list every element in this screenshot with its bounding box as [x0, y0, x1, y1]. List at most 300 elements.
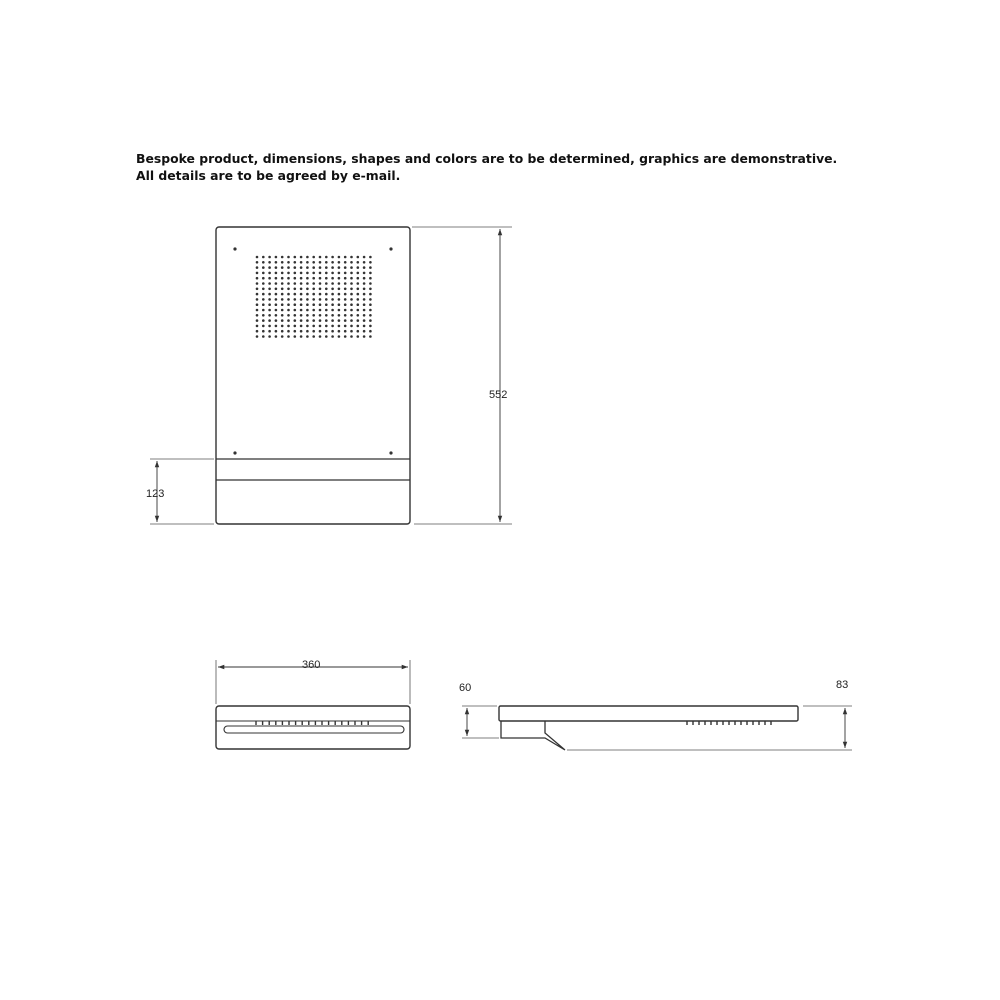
dimension-lower-height-label: 123	[146, 488, 165, 500]
perforation-hole	[312, 266, 315, 269]
perforation-hole	[306, 266, 309, 269]
perforation-hole	[281, 309, 284, 312]
perforation-hole	[287, 266, 290, 269]
perforation-hole	[369, 256, 372, 259]
perforation-hole	[294, 309, 297, 312]
perforation-hole	[300, 309, 303, 312]
perforation-hole	[275, 298, 278, 301]
perforation-hole	[325, 330, 328, 333]
perforation-hole	[294, 288, 297, 291]
perforation-hole	[281, 288, 284, 291]
perforation-hole	[357, 325, 360, 328]
front-view	[216, 227, 410, 524]
perforation-hole	[256, 272, 259, 275]
perforation-hole	[256, 261, 259, 264]
perforation-hole	[312, 309, 315, 312]
perforation-hole	[281, 277, 284, 280]
perforation-hole	[344, 298, 347, 301]
perforation-hole	[331, 261, 334, 264]
perforation-hole	[363, 293, 366, 296]
perforation-hole	[312, 282, 315, 285]
perforation-hole	[262, 319, 265, 322]
perforation-hole	[338, 266, 341, 269]
perforation-hole	[357, 261, 360, 264]
perforation-hole	[268, 303, 271, 306]
perforation-hole	[300, 314, 303, 317]
perforation-hole	[300, 256, 303, 259]
perforation-hole	[256, 303, 259, 306]
screw-bottom-left	[233, 451, 236, 454]
perforation-hole	[369, 277, 372, 280]
perforation-hole	[294, 277, 297, 280]
perforation-hole	[262, 288, 265, 291]
perforation-hole	[325, 277, 328, 280]
perforation-hole	[275, 266, 278, 269]
perforation-hole	[369, 261, 372, 264]
perforation-hole	[312, 293, 315, 296]
perforation-hole	[281, 282, 284, 285]
perforation-hole	[262, 325, 265, 328]
perforation-hole	[331, 335, 334, 338]
perforation-hole	[344, 314, 347, 317]
side-shelf	[501, 721, 565, 750]
perforation-hole	[369, 303, 372, 306]
perforation-hole	[262, 282, 265, 285]
perforation-hole	[325, 261, 328, 264]
perforation-hole	[256, 256, 259, 259]
perforation-hole	[275, 303, 278, 306]
perforation-hole	[275, 325, 278, 328]
perforation-hole	[312, 277, 315, 280]
perforation-hole	[300, 303, 303, 306]
perforation-hole	[369, 298, 372, 301]
perforation-hole	[312, 319, 315, 322]
perforation-hole	[275, 256, 278, 259]
perforation-hole	[338, 309, 341, 312]
perforation-hole	[338, 293, 341, 296]
perforation-hole	[312, 314, 315, 317]
perforation-hole	[300, 288, 303, 291]
perforation-hole	[256, 325, 259, 328]
perforation-hole	[331, 277, 334, 280]
perforation-hole	[300, 335, 303, 338]
dimension-width	[216, 659, 410, 704]
perforation-hole	[294, 293, 297, 296]
perforation-hole	[319, 272, 322, 275]
perforation-hole	[363, 330, 366, 333]
perforation-hole	[275, 335, 278, 338]
perforation-hole	[294, 266, 297, 269]
perforation-hole	[344, 309, 347, 312]
perforation-hole	[350, 282, 353, 285]
perforation-hole	[357, 314, 360, 317]
perforation-hole	[312, 298, 315, 301]
perforation-hole	[268, 335, 271, 338]
perforation-hole	[268, 298, 271, 301]
perforation-hole	[287, 288, 290, 291]
perforation-hole	[363, 277, 366, 280]
perforation-hole	[287, 277, 290, 280]
perforation-hole	[312, 325, 315, 328]
perforation-hole	[369, 309, 372, 312]
perforation-hole	[344, 335, 347, 338]
perforation-hole	[319, 288, 322, 291]
dimension-depth-inner	[459, 682, 499, 738]
perforation-hole	[325, 298, 328, 301]
perforation-hole	[281, 261, 284, 264]
perforation-hole	[319, 298, 322, 301]
perforation-hole	[369, 314, 372, 317]
perforation-hole	[357, 309, 360, 312]
perforation-hole	[325, 303, 328, 306]
perforation-hole	[369, 293, 372, 296]
perforation-hole	[300, 282, 303, 285]
screw-bottom-right	[389, 451, 392, 454]
perforation-hole	[294, 335, 297, 338]
perforation-hole	[306, 256, 309, 259]
perforation-hole	[268, 256, 271, 259]
perforation-hole	[331, 319, 334, 322]
perforation-hole	[312, 288, 315, 291]
perforation-hole	[306, 277, 309, 280]
perforation-hole	[306, 330, 309, 333]
perforation-hole	[300, 298, 303, 301]
perforation-hole	[369, 266, 372, 269]
perforation-hole	[363, 261, 366, 264]
perforation-hole	[369, 335, 372, 338]
perforation-hole	[300, 266, 303, 269]
perforation-hole	[306, 298, 309, 301]
perforation-hole	[325, 335, 328, 338]
perforation-hole	[369, 330, 372, 333]
perforation-hole	[319, 309, 322, 312]
perforation-hole	[294, 256, 297, 259]
perforation-hole	[268, 309, 271, 312]
perforation-hole	[262, 277, 265, 280]
perforation-hole	[350, 314, 353, 317]
perforation-hole	[275, 272, 278, 275]
perforation-hole	[331, 330, 334, 333]
perforation-hole	[357, 282, 360, 285]
perforation-hole	[275, 261, 278, 264]
perforation-hole	[312, 303, 315, 306]
perforation-hole	[357, 330, 360, 333]
perforation-hole	[312, 261, 315, 264]
perforation-hole	[256, 298, 259, 301]
perforation-hole	[331, 293, 334, 296]
perforation-hole	[287, 293, 290, 296]
bottom-view	[216, 706, 410, 749]
perforation-hole	[268, 272, 271, 275]
perforation-hole	[262, 293, 265, 296]
perforation-hole	[262, 303, 265, 306]
perforation-hole	[325, 293, 328, 296]
perforation-hole	[369, 288, 372, 291]
perforation-hole	[300, 330, 303, 333]
perforation-hole	[325, 309, 328, 312]
perforation-hole	[350, 298, 353, 301]
perforation-hole	[325, 325, 328, 328]
perforation-hole	[325, 272, 328, 275]
perforation-hole	[319, 303, 322, 306]
perforation-hole	[363, 256, 366, 259]
perforation-hole	[281, 335, 284, 338]
perforation-hole	[287, 256, 290, 259]
perforation-hole	[281, 298, 284, 301]
perforation-hole	[268, 266, 271, 269]
perforation-hole	[357, 272, 360, 275]
perforation-hole	[268, 314, 271, 317]
perforation-hole	[281, 266, 284, 269]
perforation-hole	[319, 325, 322, 328]
perforation-hole	[357, 256, 360, 259]
perforation-hole	[344, 325, 347, 328]
perforation-hole	[369, 319, 372, 322]
perforation-hole	[350, 335, 353, 338]
perforation-hole	[294, 298, 297, 301]
perforation-hole	[287, 282, 290, 285]
perforation-hole	[262, 261, 265, 264]
perforation-hole	[262, 314, 265, 317]
perforation-hole	[363, 266, 366, 269]
perforation-hole	[319, 319, 322, 322]
dimension-lower-height	[146, 459, 214, 524]
perforation-hole	[312, 256, 315, 259]
perforation-hole	[281, 314, 284, 317]
perforation-hole	[306, 288, 309, 291]
perforation-hole	[338, 319, 341, 322]
perforation-hole	[319, 293, 322, 296]
perforation-hole	[331, 266, 334, 269]
bottom-nozzle-row	[256, 721, 368, 725]
perforation-hole	[306, 314, 309, 317]
perforation-hole	[312, 335, 315, 338]
perforation-hole	[268, 330, 271, 333]
perforation-hole	[344, 266, 347, 269]
perforation-hole	[256, 282, 259, 285]
perforation-hole	[275, 309, 278, 312]
perforation-hole	[357, 293, 360, 296]
perforation-hole	[363, 309, 366, 312]
perforation-hole	[256, 319, 259, 322]
perforation-hole	[331, 314, 334, 317]
perforation-hole	[344, 282, 347, 285]
disclaimer-line-1: Bespoke product, dimensions, shapes and colors are to be determined, graphics are demonstrative.	[136, 151, 838, 166]
perforation-hole	[338, 256, 341, 259]
perforation-hole	[357, 319, 360, 322]
perforation-hole	[306, 293, 309, 296]
perforation-hole	[363, 298, 366, 301]
perforation-hole	[325, 266, 328, 269]
perforation-hole	[331, 309, 334, 312]
perforation-hole	[319, 335, 322, 338]
perforation-hole	[331, 272, 334, 275]
perforation-hole	[350, 309, 353, 312]
perforation-hole	[344, 330, 347, 333]
perforation-hole	[294, 325, 297, 328]
side-nozzle-row	[687, 721, 771, 725]
perforation-hole	[275, 282, 278, 285]
perforation-hole	[363, 314, 366, 317]
perforation-hole	[306, 319, 309, 322]
perforation-hole	[319, 282, 322, 285]
perforation-hole	[262, 266, 265, 269]
perforation-hole	[338, 330, 341, 333]
perforation-hole	[262, 330, 265, 333]
perforation-hole	[268, 282, 271, 285]
perforation-hole	[319, 261, 322, 264]
perforation-hole	[350, 256, 353, 259]
perforation-hole	[350, 293, 353, 296]
dimension-height	[412, 227, 512, 524]
perforation-hole	[338, 325, 341, 328]
perforation-hole	[256, 309, 259, 312]
perforation-hole	[363, 282, 366, 285]
perforation-hole	[344, 303, 347, 306]
perforation-hole	[350, 272, 353, 275]
perforation-hole	[256, 293, 259, 296]
perforation-hole	[287, 330, 290, 333]
perforation-hole	[268, 261, 271, 264]
perforation-grid	[256, 256, 372, 338]
perforation-hole	[262, 335, 265, 338]
perforation-hole	[363, 272, 366, 275]
perforation-hole	[306, 261, 309, 264]
dimension-depth-outer-label: 83	[836, 679, 849, 691]
perforation-hole	[256, 277, 259, 280]
perforation-hole	[319, 314, 322, 317]
perforation-hole	[363, 288, 366, 291]
perforation-hole	[369, 272, 372, 275]
perforation-hole	[268, 293, 271, 296]
side-view	[499, 706, 798, 750]
perforation-hole	[306, 282, 309, 285]
perforation-hole	[363, 325, 366, 328]
perforation-hole	[268, 277, 271, 280]
perforation-hole	[275, 288, 278, 291]
dimension-height-label: 552	[489, 389, 508, 401]
perforation-hole	[363, 303, 366, 306]
perforation-hole	[287, 319, 290, 322]
perforation-hole	[294, 261, 297, 264]
bottom-slot	[224, 726, 404, 733]
perforation-hole	[306, 325, 309, 328]
perforation-hole	[350, 288, 353, 291]
perforation-hole	[275, 293, 278, 296]
perforation-hole	[338, 277, 341, 280]
perforation-hole	[287, 309, 290, 312]
perforation-hole	[344, 261, 347, 264]
perforation-hole	[350, 330, 353, 333]
perforation-hole	[338, 288, 341, 291]
perforation-hole	[294, 303, 297, 306]
perforation-hole	[281, 319, 284, 322]
perforation-hole	[331, 282, 334, 285]
perforation-hole	[319, 277, 322, 280]
perforation-hole	[300, 325, 303, 328]
perforation-hole	[357, 266, 360, 269]
perforation-hole	[363, 335, 366, 338]
perforation-hole	[294, 314, 297, 317]
dimension-width-label: 360	[302, 659, 321, 671]
screw-top-left	[233, 247, 236, 250]
perforation-hole	[357, 277, 360, 280]
perforation-hole	[287, 303, 290, 306]
perforation-hole	[300, 272, 303, 275]
perforation-hole	[281, 325, 284, 328]
perforation-hole	[294, 282, 297, 285]
perforation-hole	[331, 288, 334, 291]
perforation-hole	[319, 266, 322, 269]
perforation-hole	[325, 288, 328, 291]
bottom-outline	[216, 706, 410, 749]
perforation-hole	[325, 282, 328, 285]
perforation-hole	[338, 314, 341, 317]
perforation-hole	[262, 309, 265, 312]
perforation-hole	[300, 261, 303, 264]
perforation-hole	[357, 298, 360, 301]
perforation-hole	[344, 288, 347, 291]
perforation-hole	[256, 314, 259, 317]
perforation-hole	[281, 256, 284, 259]
perforation-hole	[300, 277, 303, 280]
perforation-hole	[350, 325, 353, 328]
perforation-hole	[369, 325, 372, 328]
perforation-hole	[256, 266, 259, 269]
dimension-depth-inner-label: 60	[459, 682, 472, 694]
perforation-hole	[268, 288, 271, 291]
perforation-hole	[325, 319, 328, 322]
perforation-hole	[294, 319, 297, 322]
perforation-hole	[287, 272, 290, 275]
perforation-hole	[344, 319, 347, 322]
perforation-hole	[357, 303, 360, 306]
perforation-hole	[338, 335, 341, 338]
perforation-hole	[331, 256, 334, 259]
perforation-hole	[287, 325, 290, 328]
perforation-hole	[306, 303, 309, 306]
perforation-hole	[281, 272, 284, 275]
perforation-hole	[256, 330, 259, 333]
perforation-hole	[287, 298, 290, 301]
perforation-hole	[262, 298, 265, 301]
perforation-hole	[262, 272, 265, 275]
perforation-hole	[350, 303, 353, 306]
perforation-hole	[256, 335, 259, 338]
perforation-hole	[306, 272, 309, 275]
perforation-hole	[319, 256, 322, 259]
perforation-hole	[300, 293, 303, 296]
perforation-hole	[325, 314, 328, 317]
side-panel	[499, 706, 798, 721]
perforation-hole	[344, 293, 347, 296]
perforation-hole	[306, 335, 309, 338]
perforation-hole	[338, 303, 341, 306]
perforation-hole	[281, 330, 284, 333]
perforation-hole	[287, 335, 290, 338]
perforation-hole	[306, 309, 309, 312]
perforation-hole	[350, 277, 353, 280]
dimension-depth-outer	[567, 679, 852, 750]
perforation-hole	[338, 261, 341, 264]
perforation-hole	[357, 288, 360, 291]
perforation-hole	[338, 272, 341, 275]
perforation-hole	[350, 266, 353, 269]
perforation-hole	[300, 319, 303, 322]
perforation-hole	[344, 256, 347, 259]
perforation-hole	[281, 303, 284, 306]
perforation-hole	[344, 272, 347, 275]
